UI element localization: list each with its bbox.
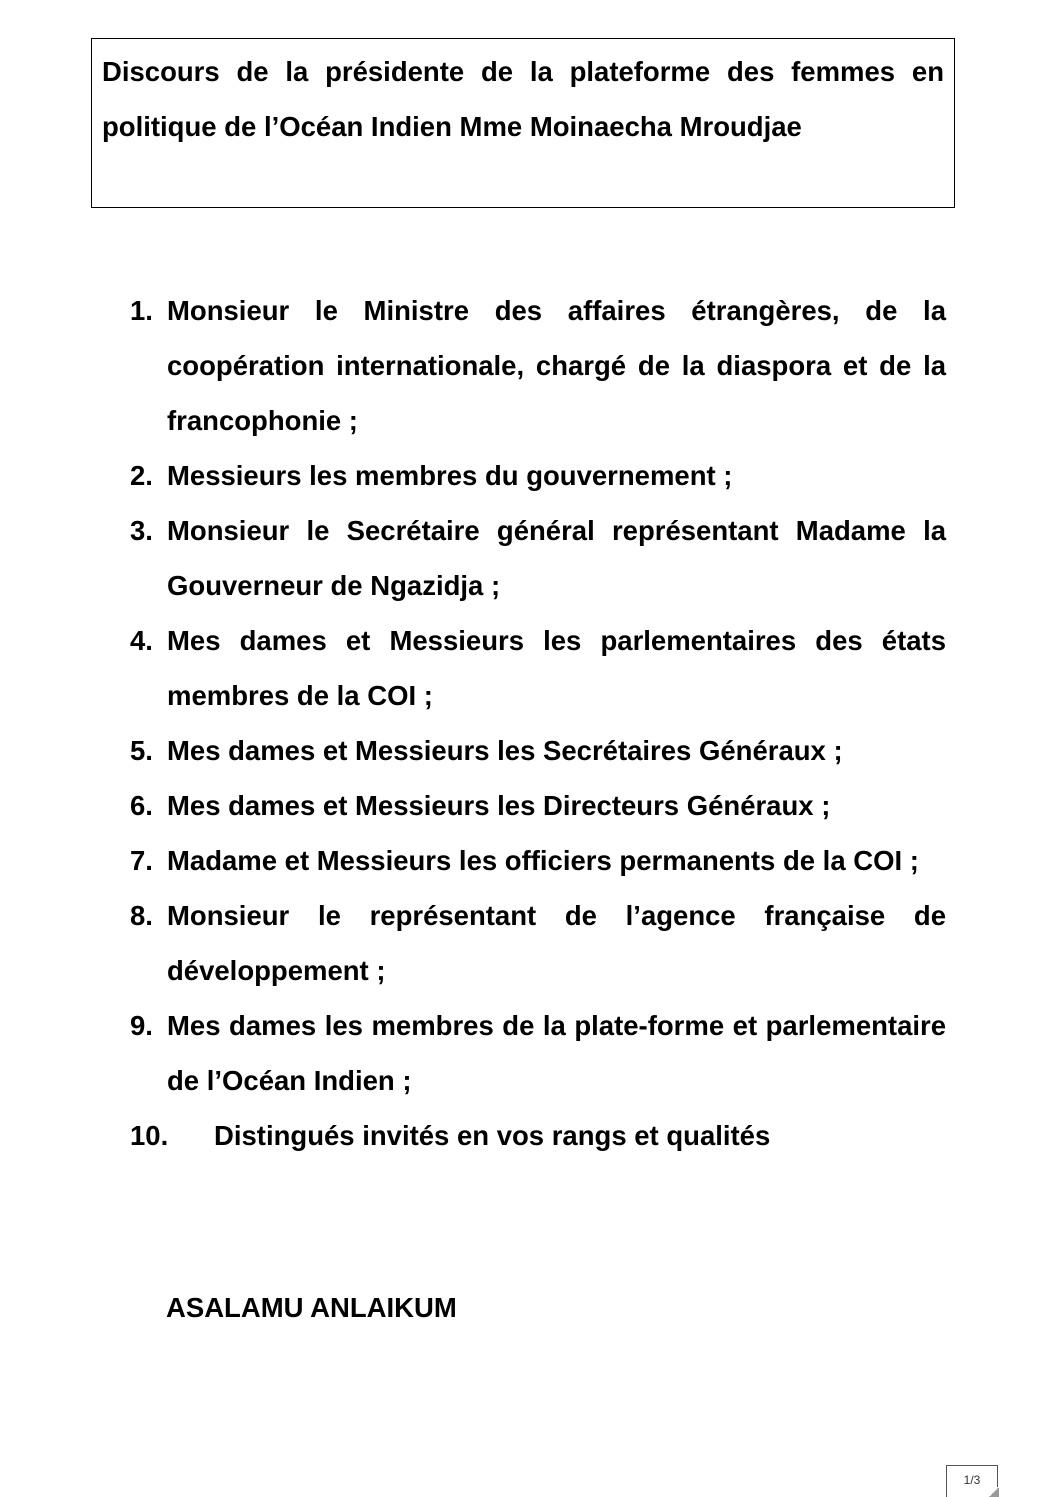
list-item: [130, 448, 946, 503]
page-indicator: [946, 1465, 998, 1497]
list-item-text: Mes dames et Messieurs les Secrétaires Généraux ;: [167, 735, 843, 766]
title-box: [91, 38, 955, 208]
list-item: [130, 778, 946, 833]
list-item-text: Monsieur le Secrétaire général représentant Madame la Gouverneur de Ngazidja ;: [167, 515, 946, 601]
list-item-text: Distingués invités en vos rangs et qualités: [214, 1120, 771, 1151]
list-item-text: Madame et Messieurs les officiers permanents de la COI ;: [167, 845, 919, 876]
list-item-text: Mes dames et Messieurs les parlementaires des états membres de la COI ;: [167, 625, 946, 711]
list-item-text: Monsieur le Ministre des affaires étrangères, de la coopération internationale, chargé de la diaspora et de la francophonie ;: [167, 295, 946, 436]
page-number-text: 1/3: [963, 1473, 981, 1487]
list-item: [130, 888, 946, 998]
list-item-number: 4.: [130, 625, 153, 656]
list-item-text: Monsieur le représentant de l’agence française de développement ;: [167, 900, 946, 986]
list-item-number: 10.: [130, 1120, 169, 1151]
greeting: ASALAMU ANLAIKUM: [166, 1292, 457, 1323]
list-item-number: 3.: [130, 515, 153, 546]
list-item-number: 8.: [130, 900, 153, 931]
list-item-number: 7.: [130, 845, 153, 876]
list-item-number: 9.: [130, 1010, 153, 1041]
list-item: [130, 283, 946, 448]
list-item: [130, 723, 946, 778]
speech-title: Discours de la présidente de la plateforme des femmes en politique de l’Océan Indien Mme Moinaecha Mroudjae: [102, 56, 944, 142]
list-item: [130, 998, 946, 1108]
list-item: [130, 1108, 946, 1163]
list-item: [130, 613, 946, 723]
page-fold-icon: [989, 1487, 999, 1497]
list-item-number: 5.: [130, 735, 153, 766]
list-item-text: Mes dames les membres de la plate-forme et parlementaire de l’Océan Indien ;: [167, 1010, 946, 1096]
addressee-list: [130, 283, 946, 1163]
list-item-number: 1.: [130, 295, 153, 326]
list-item-text: Messieurs les membres du gouvernement ;: [167, 460, 733, 491]
list-item-number: 2.: [130, 460, 153, 491]
list-item-number: 6.: [130, 790, 153, 821]
list-item-text: Mes dames et Messieurs les Directeurs Généraux ;: [167, 790, 831, 821]
list-item: [130, 833, 946, 888]
list-item: [130, 503, 946, 613]
